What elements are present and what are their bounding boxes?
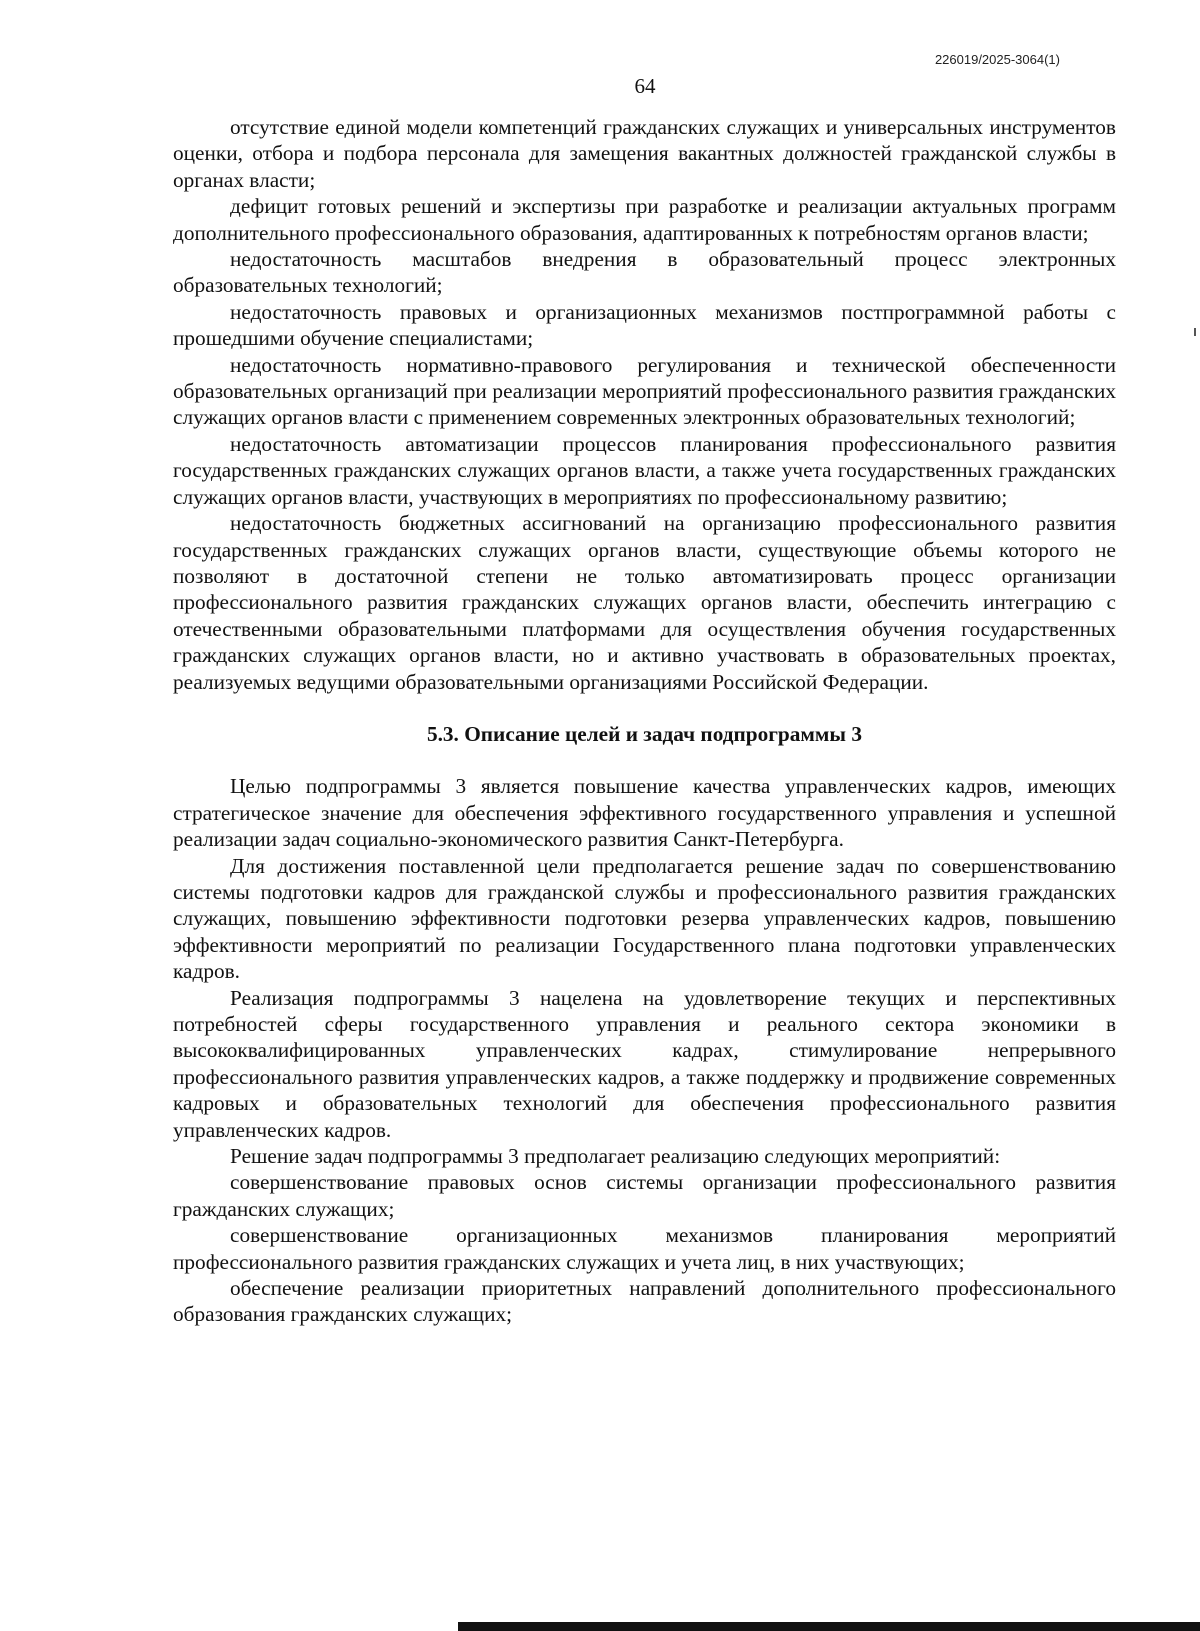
page-number: 64 [634,74,656,98]
paragraph-measures-intro: Решение задач подпрограммы 3 предполагает реализацию следующих мероприятий: [230,1144,1001,1169]
paragraph-budget: недостаточность бюджетных ассигнований на организацию профессионального развития государственных гражданских служащих органов власти, существующие объемы которого не позволяют в достаточной степени не только автоматизировать процесс организации профессионального развития гражданских служащих органов власти, обеспечить интеграцию с отечественными образовательными платформами для осуществления обучения государственных гражданских служащих органов власти, но и активно участвовать в образовательных проектах, реализуемых ведущими образовательными организациями Российской Федерации. [173,511,1116,694]
paragraph-implementation: Реализация подпрограммы 3 нацелена на удовлетворение текущих и перспективных потребностей сферы государственного управления и реального сектора экономики в высококвалифицированных управленческих кадрах, стимулирование непрерывного профессионального развития управленческих кадров, а также поддержку и продвижение современных кадровых и образовательных технологий для обеспечения профессионального развития управленческих кадров. [173,985,1116,1142]
document-registration-number: 226019/2025-3064(1) [934,52,1060,67]
paragraph-automation: недостаточность автоматизации процессов планирования профессионального развития государственных гражданских служащих органов власти, а также учета государственных гражданских служащих органов власти, участвующих в мероприятиях по профессиональному развитию; [173,431,1116,509]
paragraph-planning-mechanisms: совершенствование организационных механизмов планирования мероприятий профессионального развития гражданских служащих и учета лиц, в них участвующих; [173,1223,1116,1274]
scan-artifact-mark [1194,328,1196,336]
paragraph-e-learning-scale: недостаточность масштабов внедрения в образовательный процесс электронных образовательных технологий; [173,247,1116,298]
paragraph-competency-model: отсутствие единой модели компетенций гражданских служащих и универсальных инструментов оценки, отбора и подбора персонала для замещения вакантных должностей гражданской службы в органах власти; [173,115,1116,192]
paragraph-post-program-work: недостаточность правовых и организационных механизмов постпрограммной работы с прошедшими обучение специалистами; [173,299,1116,351]
paragraph-expertise-deficit: дефицит готовых решений и экспертизы при разработке и реализации актуальных программ дополнительного профессионального образования, адаптированных к потребностям органов власти; [173,194,1116,245]
paragraph-legal-basis: совершенствование правовых основ системы организации профессионального развития гражданских служащих; [173,1170,1116,1221]
paragraph-priority-directions: обеспечение реализации приоритетных направлений дополнительного профессионального образования гражданских служащих; [173,1276,1116,1327]
scan-edge-bar [458,1622,1200,1631]
paragraph-goal: Целью подпрограммы 3 является повышение качества управленческих кадров, имеющих стратегическое значение для обеспечения эффективного государственного управления и успешной реализации задач социально-экономического развития Санкт-Петербурга. [173,774,1116,852]
paragraph-regulation: недостаточность нормативно-правового регулирования и технической обеспеченности образовательных организаций при реализации мероприятий профессионального развития гражданских служащих органов власти с применением современных электронных образовательных технологий; [173,352,1116,430]
section-heading: 5.3. Описание целей и задач подпрограммы 3 [426,721,863,746]
document-body [173,114,1116,1328]
paragraph-tasks: Для достижения поставленной цели предполагается решение задач по совершенствованию системы подготовки кадров для гражданской службы и профессионального развития гражданских служащих, повышению эффективности подготовки резерва управленческих кадров, повышению эффективности мероприятий по реализации Государственного плана подготовки управленческих кадров. [173,853,1116,984]
